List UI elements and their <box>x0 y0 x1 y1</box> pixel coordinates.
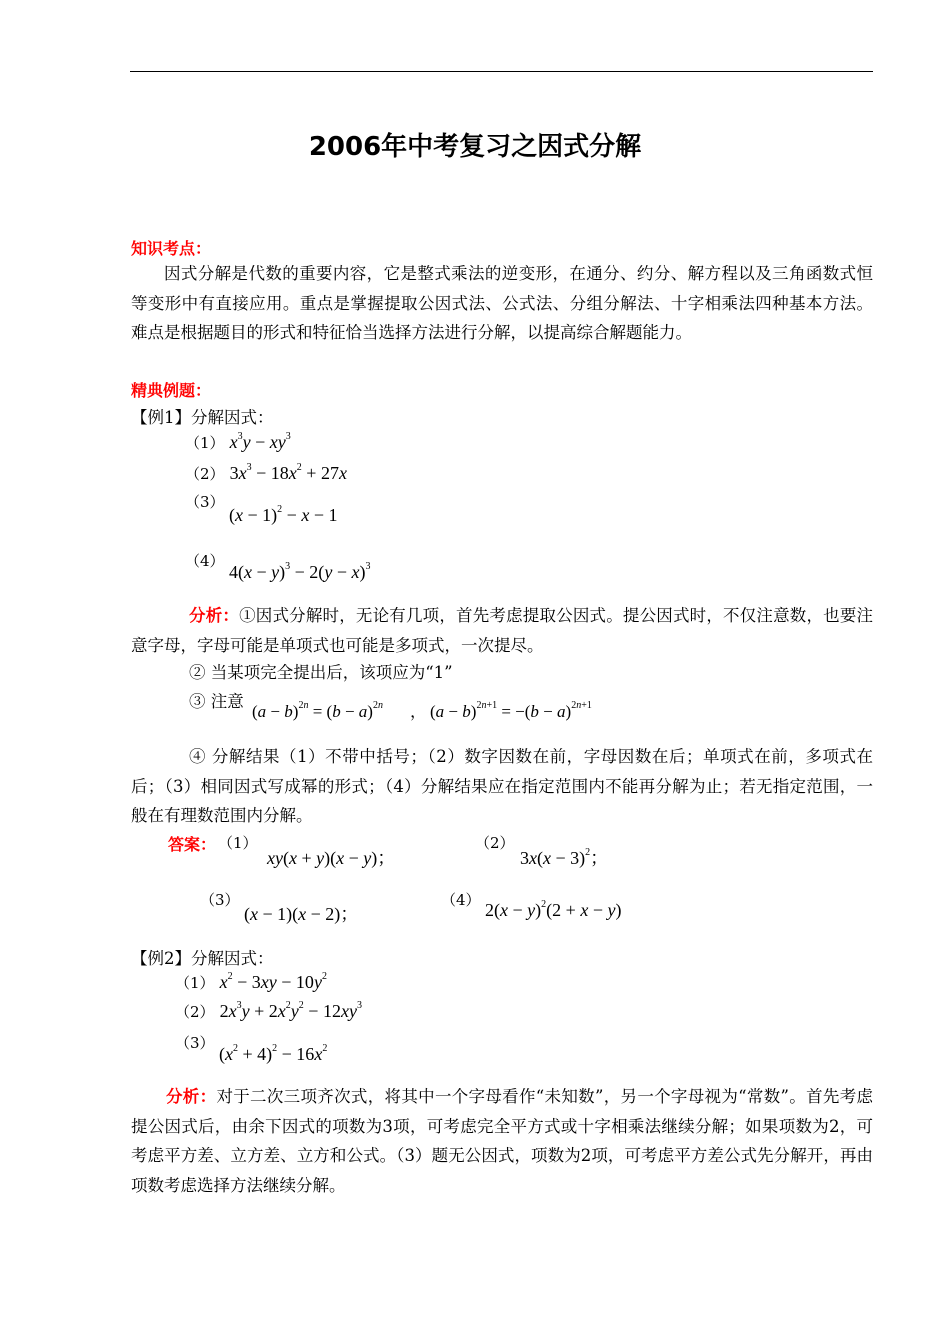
analysis-text: ①因式分解时，无论有几项，首先考虑提取公因式。提公因式时，不仅注意数，也要注意字母，字母可能是单项式也可能是多项式，一次提尽。 <box>131 606 873 655</box>
ex1-analysis-3-formula-b: $(a - b)^{2n+1} = -(b - a)^{2n+1}$ <box>430 700 592 721</box>
ex1-item-2 <box>185 463 347 484</box>
ex1-analysis-2: ② 当某项完全提出后，该项应为“1” <box>189 663 453 682</box>
ex2-item-3-formula: $(x^2 + 4)^2 - 16x^2$ <box>219 1043 328 1064</box>
item-number: （1） <box>185 434 225 452</box>
ex1-analysis-4: ④ 分解结果（1）不带中括号；（2）数字因数在前，字母因数在后；单项式在前，多项式在后；（3）相同因式写成幂的形式；（4）分解结果应在指定范围内不能再分解为止；若无指定范围，一般在有理数范围内分解。 <box>131 747 873 825</box>
ex1-answer-1-number: （1） <box>218 834 258 852</box>
item-number: （2） <box>185 465 225 483</box>
analysis-label: 分析： <box>166 1087 217 1106</box>
ex1-analysis-3-prefix: ③ 注意 <box>189 692 244 711</box>
answer-end: ； <box>377 848 396 868</box>
header-rule <box>130 71 873 72</box>
examples-heading: 精典例题： <box>131 381 212 400</box>
item-formula: $2x^3y + 2x^2y^2 - 12xy^3$ <box>219 1000 362 1021</box>
item-formula: $x^3y - xy^3$ <box>229 431 291 452</box>
ex1-item-4-formula: $4(x - y)^3 - 2(y - x)^3$ <box>229 561 371 582</box>
analysis-label: 分析： <box>189 606 240 625</box>
knowledge-paragraph: 因式分解是代数的重要内容，它是整式乘法的逆变形，在通分、约分、解方程以及三角函数式恒等变形中有直接应用。重点是掌握提取公因式法、公式法、分组分解法、十字相乘法四种基本方法。难点是根据题目的形式和特征恰当选择方法进行分解，以提高综合解题能力。 <box>131 264 873 342</box>
ex1-answer-4-formula: $2(x - y)^2(2 + x - y)$ <box>485 899 622 920</box>
ex2-analysis <box>131 1082 873 1200</box>
ex1-answer-1-formula: xy(x + y)(x − y)； <box>267 848 396 868</box>
ex1-item-1 <box>185 432 291 453</box>
ex1-answer-2-number: （2） <box>475 834 515 852</box>
example1-label: 【例1】分解因式： <box>131 408 274 427</box>
ex1-item-3-formula: $(x - 1)^2 - x - 1$ <box>229 504 338 525</box>
item-formula: $3x^3 - 18x^2 + 27x$ <box>229 462 347 483</box>
ex1-answer-3-number: （3） <box>200 891 240 909</box>
knowledge-heading: 知识考点： <box>131 239 212 258</box>
ex2-item-1 <box>175 972 327 993</box>
ex1-analysis-3-formula-a: $(a - b)^{2n} = (b - a)^{2n}$ <box>252 700 383 721</box>
item-number: （2） <box>175 1003 215 1021</box>
ex1-answer-3-formula: (x − 1)(x − 2)； <box>244 904 359 924</box>
analysis-text: 对于二次三项齐次式，将其中一个字母看作“未知数”，另一个字母视为“常数”。首先考虑提公因式后，由余下因式的项数为3项，可考虑完全平方式或十字相乘法继续分解；如果项数为2，可考虑平方差、立方差、立方和公式。（3）题无公因式，项数为2项，可考虑平方差公式先分解开，再由项数考虑选择方法继续分解。 <box>131 1087 874 1195</box>
ex2-item-2 <box>175 1001 362 1022</box>
ex1-item-3-number: （3） <box>185 493 225 511</box>
answer-end: ； <box>590 848 609 868</box>
ex2-item-3-number: （3） <box>175 1034 215 1052</box>
ex1-analysis-3-separator: ， <box>410 702 427 721</box>
item-formula: $x^2 - 3xy - 10y^2$ <box>219 971 327 992</box>
document-title: 2006年中考复习之因式分解 <box>308 132 642 162</box>
ex1-analysis-1 <box>131 601 873 660</box>
answer-end: ； <box>340 904 359 924</box>
ex1-answer-4-number: （4） <box>441 891 481 909</box>
ex1-answer-label: 答案： <box>168 835 217 854</box>
ex1-answer-2-formula: $3x(x - 3)^2$； <box>520 847 609 868</box>
ex1-item-4-number: （4） <box>185 552 225 570</box>
item-number: （1） <box>175 974 215 992</box>
example2-label: 【例2】分解因式： <box>131 949 274 968</box>
